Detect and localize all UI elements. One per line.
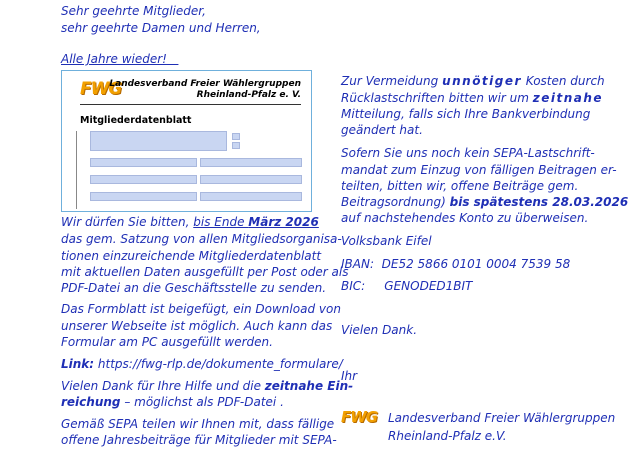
greeting-line-1: Sehr geehrte Mitglieder, <box>61 4 206 18</box>
bank-name: Volksbank Eifel <box>341 234 432 248</box>
request-line-2: das gem. Satzung von allen Mitgliedsorganisa- <box>61 232 342 246</box>
form-field <box>200 192 302 201</box>
form-divider <box>80 104 301 105</box>
form-title: Mitgliederdatenblatt <box>80 115 192 126</box>
request-line-4: mit aktuellen Daten ausgefüllt per Post oder als <box>61 265 349 279</box>
sepa-mandate-line-3: teilten, bitten wir, offene Beiträge gem. <box>341 179 579 193</box>
download-line-3: Formular am PC ausgefüllt werden. <box>61 335 273 349</box>
iban-row <box>341 256 570 272</box>
form-field <box>200 175 302 184</box>
request-line-1: Wir dürfen Sie bitten, bis Ende März 2026 <box>61 215 319 229</box>
form-field <box>200 158 302 167</box>
form-field <box>90 175 197 184</box>
form-checkbox <box>232 133 240 140</box>
iban-label: IBAN: <box>341 257 374 271</box>
request-line-3: tionen einzureichende Mitgliederdatenblatt <box>61 249 322 263</box>
bic-value: GENODED1BIT <box>384 279 473 293</box>
signature-fwg-logo: FWG <box>341 408 378 426</box>
avoid-costs-line-4: geändert hat. <box>341 123 423 137</box>
thanks-text: Vielen Dank. <box>341 323 418 337</box>
sepa-mandate-line-1: Sofern Sie uns noch kein SEPA-Lastschrift- <box>341 146 595 160</box>
signature-line-2: Rheinland-Pfalz e.V. <box>388 429 507 443</box>
download-line-2: unserer Webseite ist möglich. Auch kann das <box>61 319 333 333</box>
sepa-line-1: Gemäß SEPA teilen wir Ihnen mit, dass fällige <box>61 417 335 431</box>
avoid-costs-line-2: Rücklastschriften bitten wir um zeitnahe <box>341 91 604 105</box>
closing-text: Ihr <box>341 369 358 383</box>
annual-reminder: Alle Jahre wieder! <box>61 52 167 66</box>
form-org-line-2: Rheinland-Pfalz e. V. <box>196 90 301 100</box>
thanks-line-1: Vielen Dank für Ihre Hilfe und die zeitnahe Ein- <box>61 379 354 393</box>
sepa-line-2: offene Jahresbeiträge für Mitglieder mit SEPA- <box>61 433 337 447</box>
signature-line-1: Landesverband Freier Wählergruppen <box>388 411 616 425</box>
bic-label: BIC: <box>341 279 366 293</box>
sepa-mandate-line-5: auf nachstehendes Konto zu überweisen. <box>341 211 589 225</box>
form-checkbox <box>232 142 240 149</box>
download-line-1: Das Formblatt ist beigefügt, ein Download von <box>61 302 341 316</box>
bic-row <box>341 278 472 294</box>
form-org-line-1: Landesverband Freier Wählergruppen <box>109 79 301 89</box>
fwg-logo: FWG <box>80 79 122 99</box>
request-line-5: PDF-Datei an die Geschäftsstelle zu senden. <box>61 281 327 295</box>
greeting-line-2: sehr geehrte Damen und Herren, <box>61 21 261 35</box>
form-field <box>90 192 197 201</box>
avoid-costs-line-3: Mitteilung, falls sich Ihre Bankverbindung <box>341 107 591 121</box>
sepa-mandate-line-2: mandat zum Einzug von fälligen Beitragen er- <box>341 163 617 177</box>
form-field <box>90 131 227 151</box>
membership-form-thumbnail <box>61 70 312 212</box>
form-org-name <box>109 79 301 101</box>
thanks-line-2: reichung – möglichst als PDF-Datei . <box>61 395 284 409</box>
form-side-rule <box>76 131 77 209</box>
iban-value: DE52 5866 0101 0004 7539 58 <box>381 257 571 271</box>
download-link[interactable]: Link: https://fwg-rlp.de/dokumente_formulare/ <box>61 357 343 371</box>
avoid-costs-line-1: Zur Vermeidung unnötiger Kosten durch <box>341 74 605 88</box>
form-field <box>90 158 197 167</box>
sepa-mandate-line-4: Beitragsordnung) bis spätestens 28.03.2026 <box>341 195 629 209</box>
